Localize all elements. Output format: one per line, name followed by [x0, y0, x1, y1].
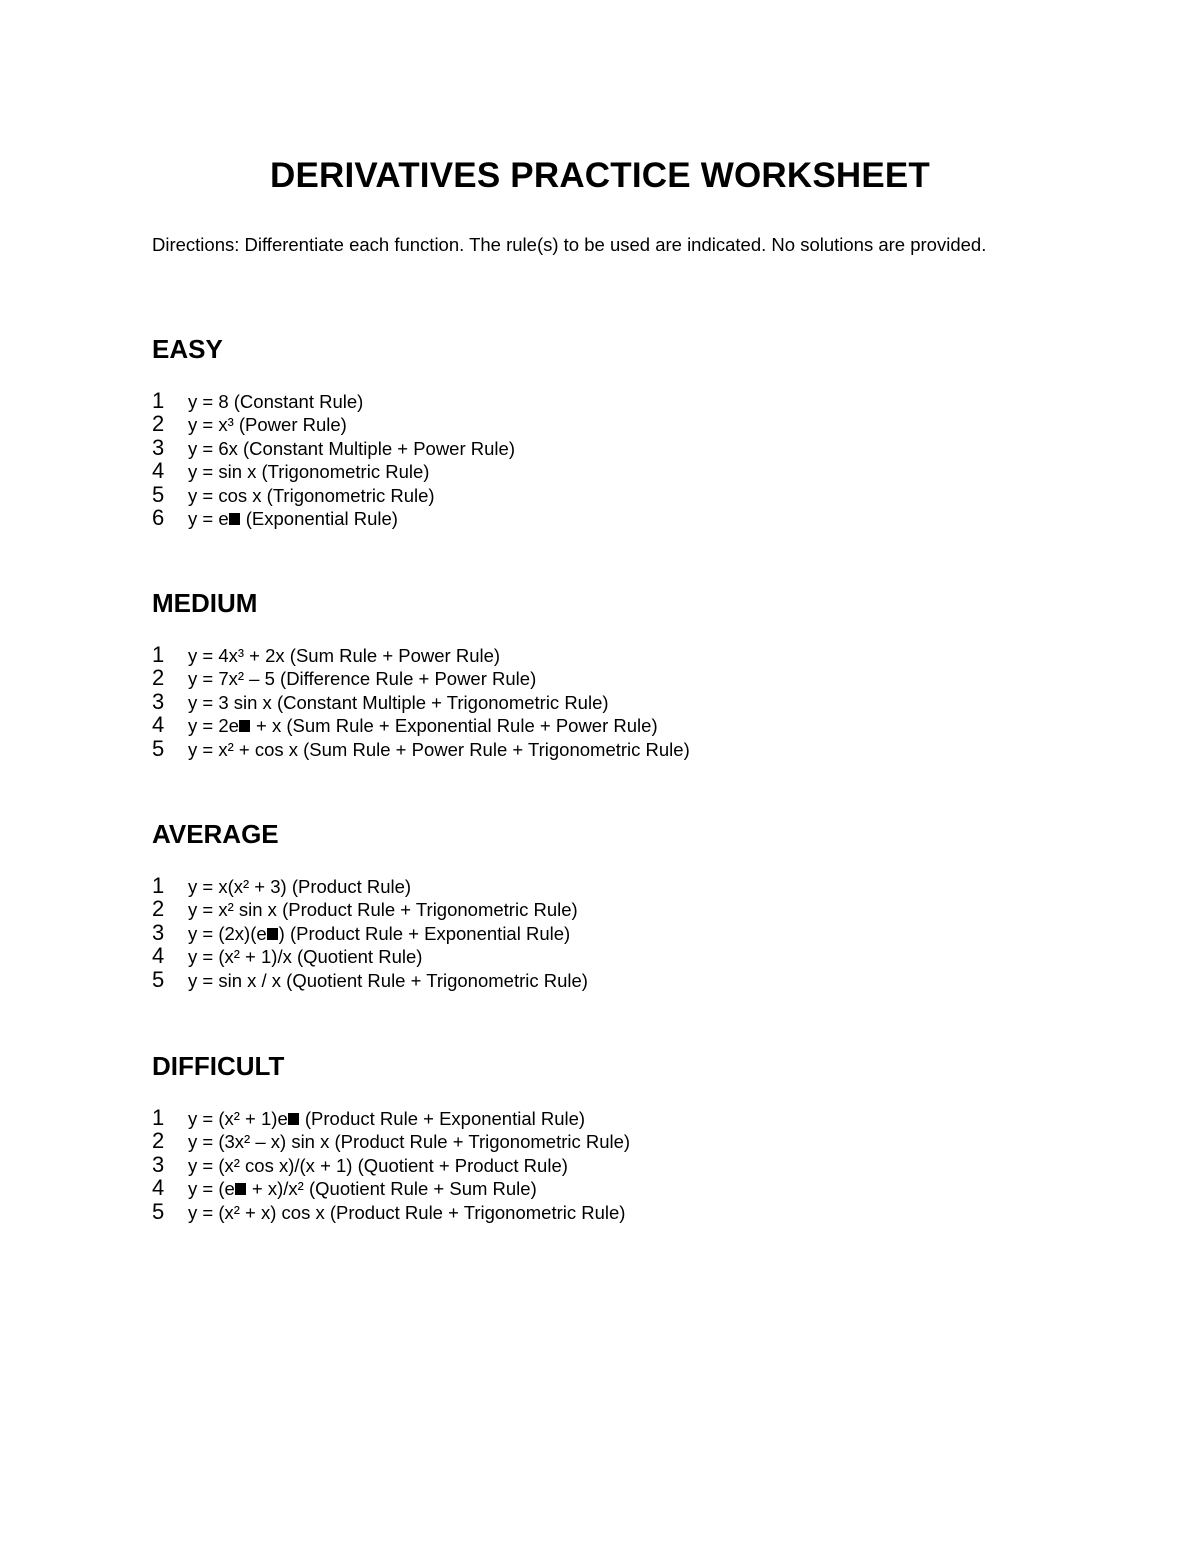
expression-text: y = x² + cos x (Sum Rule + Power Rule + Trigonometric Rule): [188, 738, 690, 760]
problem-number: 4: [152, 712, 165, 738]
problem-number: 5: [152, 481, 165, 507]
missing-glyph-box-icon: [288, 1113, 299, 1125]
section-difficult: [152, 1050, 630, 1223]
problem-item: [152, 1106, 630, 1129]
problem-number: 4: [152, 943, 165, 969]
problem-item: [152, 1129, 630, 1152]
problem-item: [152, 968, 588, 991]
expression-text: y = e: [188, 507, 229, 529]
expression-text: y = sin x / x (Quotient Rule + Trigonometric Rule): [188, 969, 588, 991]
problem-number: 2: [152, 896, 165, 922]
problem-item: [152, 921, 588, 944]
problem-expression: [188, 484, 435, 507]
expression-text: y = x³ (Power Rule): [188, 414, 347, 436]
problem-expression: [188, 1130, 630, 1153]
problem-number: 1: [152, 642, 165, 667]
problem-item: [152, 897, 588, 920]
expression-text: ) (Product Rule + Exponential Rule): [278, 922, 571, 944]
problem-number: 5: [152, 735, 165, 761]
problem-expression: [188, 1107, 585, 1130]
problem-item: [152, 483, 515, 506]
section-title: MEDIUM: [152, 588, 258, 618]
expression-text: y = 8 (Constant Rule): [188, 391, 364, 412]
problem-item: [152, 506, 515, 529]
problem-number: 3: [152, 434, 165, 460]
problem-item: [152, 690, 690, 713]
problem-number: 3: [152, 1151, 165, 1177]
missing-glyph-box-icon: [235, 1183, 246, 1195]
expression-text: y = (x² cos x)/(x + 1) (Quotient + Product Rule): [188, 1154, 568, 1176]
expression-text: (Exponential Rule): [240, 507, 398, 529]
problem-number: 5: [152, 966, 165, 992]
problem-item: [152, 666, 690, 689]
problem-item: [152, 389, 515, 412]
problem-expression: [188, 1177, 537, 1200]
expression-text: + x)/x² (Quotient Rule + Sum Rule): [246, 1178, 537, 1200]
expression-text: y = (x² + 1)/x (Quotient Rule): [188, 946, 423, 968]
section-title: EASY: [152, 334, 223, 364]
problem-item: [152, 436, 515, 459]
directions-text: Directions: Differentiate each function. The rule(s) to be used are indicated. No solutions are provided.: [152, 234, 987, 255]
problem-list: [152, 1106, 630, 1223]
expression-text: + x (Sum Rule + Exponential Rule + Power Rule): [250, 715, 658, 737]
problem-expression: [188, 714, 658, 737]
problem-item: [152, 737, 690, 760]
problem-list: [152, 874, 588, 991]
problem-expression: [188, 738, 690, 761]
missing-glyph-box-icon: [267, 928, 278, 940]
problem-expression: [188, 945, 422, 968]
problem-item: [152, 944, 588, 967]
problem-number: 5: [152, 1198, 165, 1224]
problem-expression: [188, 460, 429, 483]
expression-text: y = 4x³ + 2x (Sum Rule + Power Rule): [188, 645, 501, 666]
expression-text: y = x² sin x (Product Rule + Trigonometric Rule): [188, 899, 578, 921]
expression-text: y = 6x (Constant Multiple + Power Rule): [188, 437, 515, 459]
page-title: DERIVATIVES PRACTICE WORKSHEET: [269, 156, 931, 195]
expression-text: y = cos x (Trigonometric Rule): [188, 484, 435, 506]
missing-glyph-box-icon: [229, 513, 240, 525]
missing-glyph-box-icon: [239, 720, 250, 732]
problem-expression: [188, 922, 570, 945]
expression-text: y = (2x)(e: [188, 922, 267, 944]
problem-expression: [188, 1154, 568, 1177]
problem-list: [152, 643, 690, 760]
problem-number: 4: [152, 1175, 165, 1201]
section-average: [152, 818, 588, 991]
problem-number: 4: [152, 458, 165, 484]
problem-list: [152, 389, 515, 529]
problem-expression: [188, 1201, 625, 1224]
expression-text: y = (3x² – x) sin x (Product Rule + Trigonometric Rule): [188, 1131, 631, 1153]
problem-expression: [188, 413, 347, 436]
problem-number: 3: [152, 919, 165, 945]
problem-expression: [188, 898, 578, 921]
expression-text: y = (x² + x) cos x (Product Rule + Trigonometric Rule): [188, 1201, 626, 1223]
problem-number: 1: [152, 1105, 165, 1130]
problem-expression: [188, 875, 411, 898]
problem-number: 2: [152, 411, 165, 437]
problem-expression: [188, 644, 500, 667]
problem-expression: [188, 667, 536, 690]
problem-item: [152, 874, 588, 897]
problem-expression: [188, 390, 363, 413]
problem-expression: [188, 437, 515, 460]
expression-text: y = sin x (Trigonometric Rule): [188, 461, 430, 483]
expression-text: y = x(x² + 3) (Product Rule): [188, 876, 412, 897]
problem-item: [152, 643, 690, 666]
problem-number: 2: [152, 1128, 165, 1154]
problem-number: 3: [152, 688, 165, 714]
problem-number: 2: [152, 665, 165, 691]
section-title: DIFFICULT: [152, 1051, 285, 1081]
expression-text: (Product Rule + Exponential Rule): [299, 1108, 586, 1129]
problem-item: [152, 1153, 630, 1176]
problem-expression: [188, 969, 588, 992]
problem-item: [152, 412, 515, 435]
problem-number: 1: [152, 873, 165, 898]
expression-text: y = 7x² – 5 (Difference Rule + Power Rule): [188, 668, 537, 690]
section-easy: [152, 333, 515, 529]
problem-expression: [188, 507, 398, 530]
section-title: AVERAGE: [152, 819, 279, 849]
problem-item: [152, 713, 690, 736]
problem-number: 1: [152, 388, 165, 413]
expression-text: y = 3 sin x (Constant Multiple + Trigonometric Rule): [188, 691, 609, 713]
expression-text: y = (x² + 1)e: [188, 1108, 288, 1129]
expression-text: y = (e: [188, 1178, 235, 1200]
problem-item: [152, 1200, 630, 1223]
problem-item: [152, 459, 515, 482]
problem-item: [152, 1176, 630, 1199]
expression-text: y = 2e: [188, 715, 239, 737]
problem-number: 6: [152, 504, 165, 530]
problem-expression: [188, 691, 609, 714]
section-medium: [152, 587, 690, 760]
